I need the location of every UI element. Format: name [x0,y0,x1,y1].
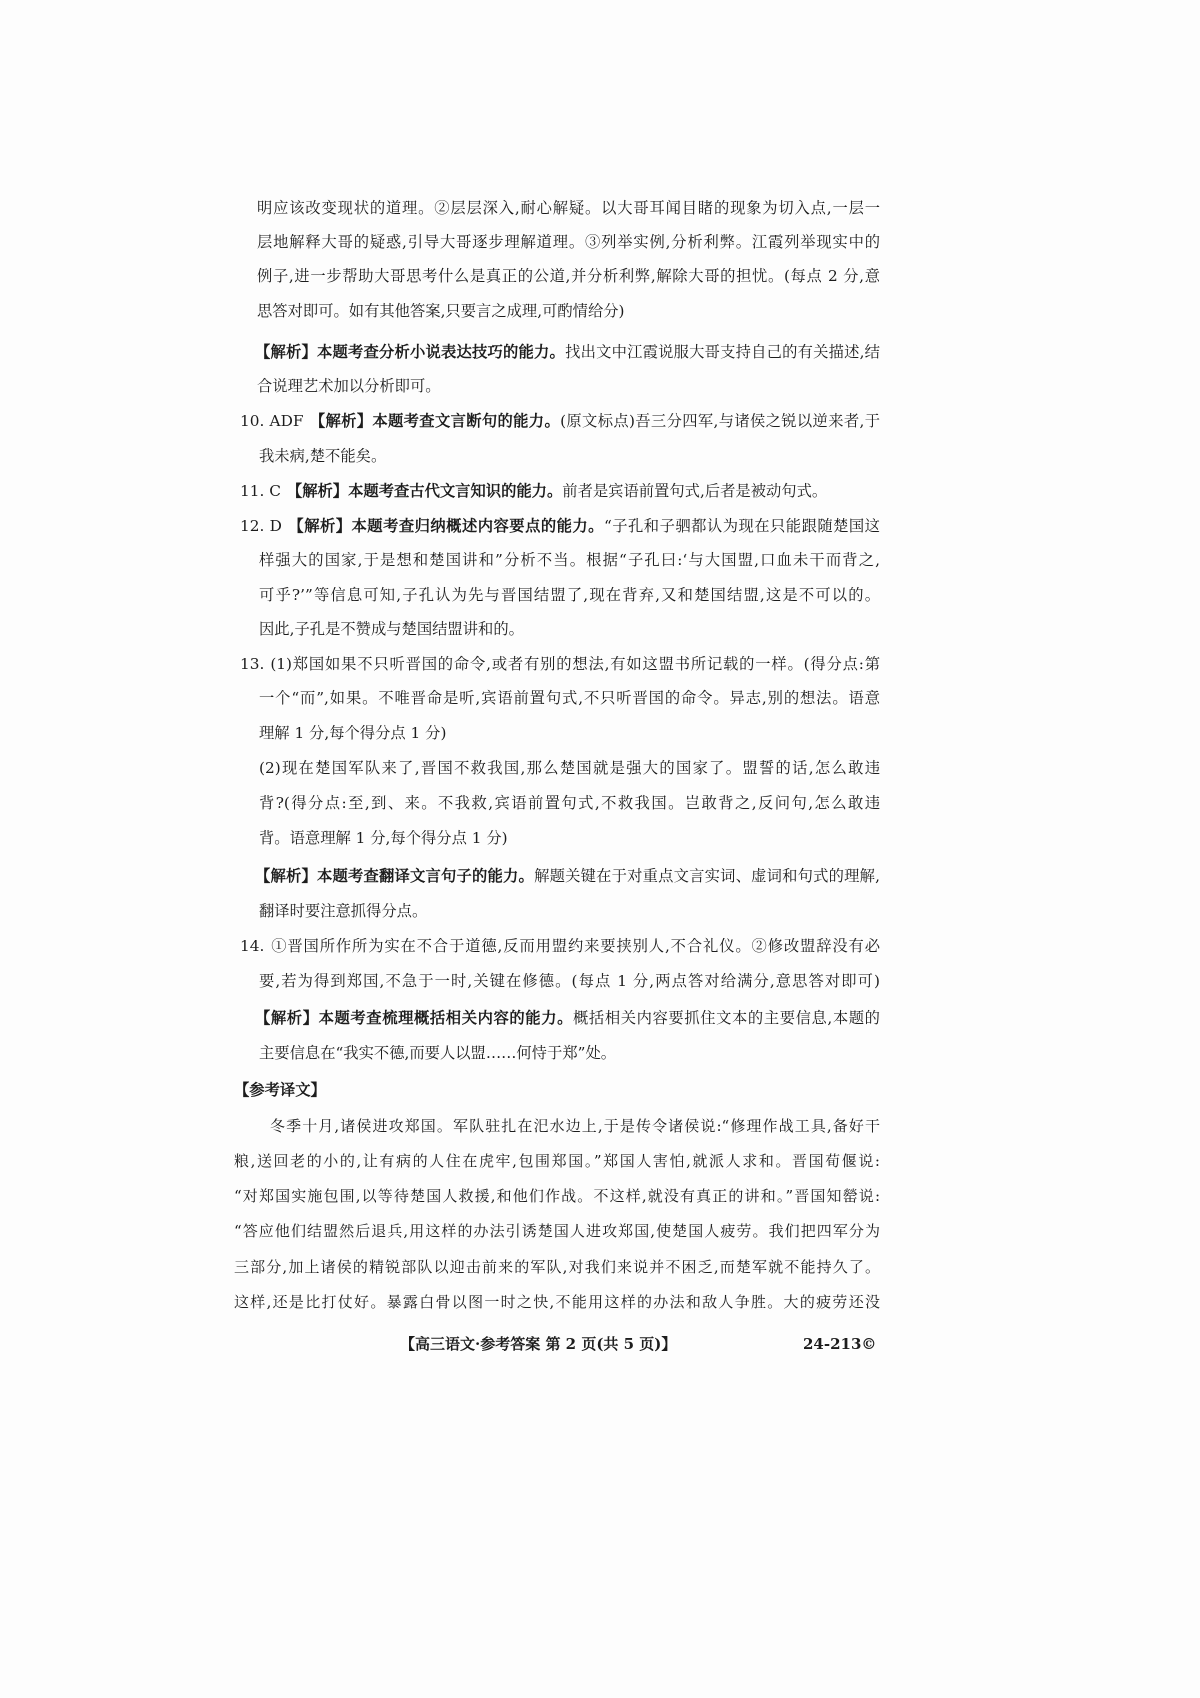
analysis-text: 找出文中江霞说服大哥支持自己的有关描述,结 [565,343,880,361]
translation-line: 三部分,加上诸侯的精锐部队以迎击前来的军队,对我们来说并不困乏,而楚军就不能持久了。 [234,1258,880,1276]
question-number: 13. [240,655,265,673]
analysis-label: 【解析】本题考查梳理概括相关内容的能力。 [255,1009,574,1027]
analysis-text: 解题关键在于对重点文言实词、虚词和句式的理解, [534,867,880,885]
q12-line: 因此,子孔是不赞成与楚国结盟讲和的。 [259,620,524,638]
analysis-label: 【解析】本题考查翻译文言句子的能力。 [255,867,535,885]
q13-line: (2)现在楚国军队来了,晋国不救我国,那么楚国就是强大的国家了。盟誓的话,怎么敢违 [259,759,880,777]
q13-line: 背?(得分点:至,到、来。不我救,宾语前置句式,不救我国。岂敢背之,反问句,怎么敢违 [259,794,880,812]
question-number: 11. C [240,482,281,500]
analysis-text: “子孔和子驷都认为现在只能跟随楚国这 [603,517,880,535]
translation-line: 这样,还是比打仗好。暴露白骨以图一时之快,不能用这样的办法和敌人争胜。大的疲劳还没 [234,1293,880,1311]
page-footer-title: 【高三语文·参考答案 第 2 页(共 5 页)】 [400,1335,677,1353]
q13-analysis-line: 翻译时要注意抓得分点。 [259,902,428,920]
q9-answer-line: 思答对即可。如有其他答案,只要言之成理,可酌情给分) [257,302,625,320]
q9-analysis-line: 合说理艺术加以分析即可。 [257,377,441,395]
q13-line: 理解 1 分,每个得分点 1 分) [259,724,447,742]
q9-answer-line: 层地解释大哥的疑惑,引导大哥逐步理解道理。③列举实例,分析利弊。江霞列举现实中的 [257,233,880,251]
q13-line [240,654,880,674]
analysis-label: 【解析】本题考查文言断句的能力。 [309,412,561,430]
question-number: 14. [240,937,265,955]
translation-line: 冬季十月,诸侯进攻郑国。军队驻扎在汜水边上,于是传令诸侯说:“修理作战工具,备好干 [270,1117,880,1135]
answer-text: ①晋国所作所为实在不合于道德,反而用盟约来要挟别人,不合礼仪。②修改盟辞没有必 [270,937,880,955]
q9-answer-line: 明应该改变现状的道理。②层层深入,耐心解疑。以大哥耳闻目睹的现象为切入点,一层一 [257,199,880,217]
translation-line: “答应他们结盟然后退兵,用这样的办法引诱楚国人进攻郑国,使楚国人疲劳。我们把四军分为 [234,1222,880,1240]
q13-line: 一个“而”,如果。不唯晋命是听,宾语前置句式,不只听晋国的命令。异志,别的想法。语意 [259,689,880,707]
page-footer-code: 24-213© [803,1335,877,1353]
q14-line: 要,若为得到郑国,不急于一时,关键在修德。(每点 1 分,两点答对给满分,意思答对即可) [259,972,880,990]
q12-line: 可乎?’”等信息可知,子孔认为先与晋国结盟了,现在背弃,又和楚国结盟,这是不可以的。 [259,586,880,604]
analysis-text: 前者是宾语前置句式,后者是被动句式。 [562,482,828,500]
q10-line: 我未病,楚不能矣。 [259,447,387,465]
analysis-label: 【解析】本题考查古代文言知识的能力。 [286,482,563,500]
q13-analysis-line [255,866,880,886]
analysis-label: 【解析】本题考查分析小说表达技巧的能力。 [255,343,566,361]
q12-line [240,516,880,536]
translation-heading: 【参考译文】 [234,1081,326,1099]
q11-line [240,481,827,501]
q13-line: 背。语意理解 1 分,每个得分点 1 分) [259,829,508,847]
q14-line [240,936,880,956]
q12-line: 样强大的国家,于是想和楚国讲和”分析不当。根据“子孔曰:‘与大国盟,口血未干而背之, [259,551,880,569]
translation-line: “对郑国实施包围,以等待楚国人救援,和他们作战。不这样,就没有真正的讲和。”晋国知罃说: [234,1187,880,1205]
q9-answer-line: 例子,进一步帮助大哥思考什么是真正的公道,并分析利弊,解除大哥的担忧。(每点 2 分,意 [257,267,880,285]
q14-analysis-line: 主要信息在“我实不德,而要人以盟……何恃于郑”处。 [259,1044,617,1062]
q10-line [240,411,880,431]
q9-analysis-line [255,342,880,362]
answer-text: (1)郑国如果不只听晋国的命令,或者有别的想法,有如这盟书所记载的一样。(得分点:第 [270,655,880,673]
question-number: 12. D [240,517,282,535]
analysis-text: 概括相关内容要抓住文本的主要信息,本题的 [573,1009,880,1027]
analysis-label: 【解析】本题考查归纳概述内容要点的能力。 [287,517,604,535]
analysis-text: (原文标点)吾三分四军,与诸侯之锐以逆来者,于 [560,412,880,430]
question-number: 10. ADF [240,412,304,430]
q14-analysis-line [255,1008,880,1028]
translation-line: 粮,送回老的小的,让有病的人住在虎牢,包围郑国。”郑国人害怕,就派人求和。晋国荀偃说: [234,1152,880,1170]
